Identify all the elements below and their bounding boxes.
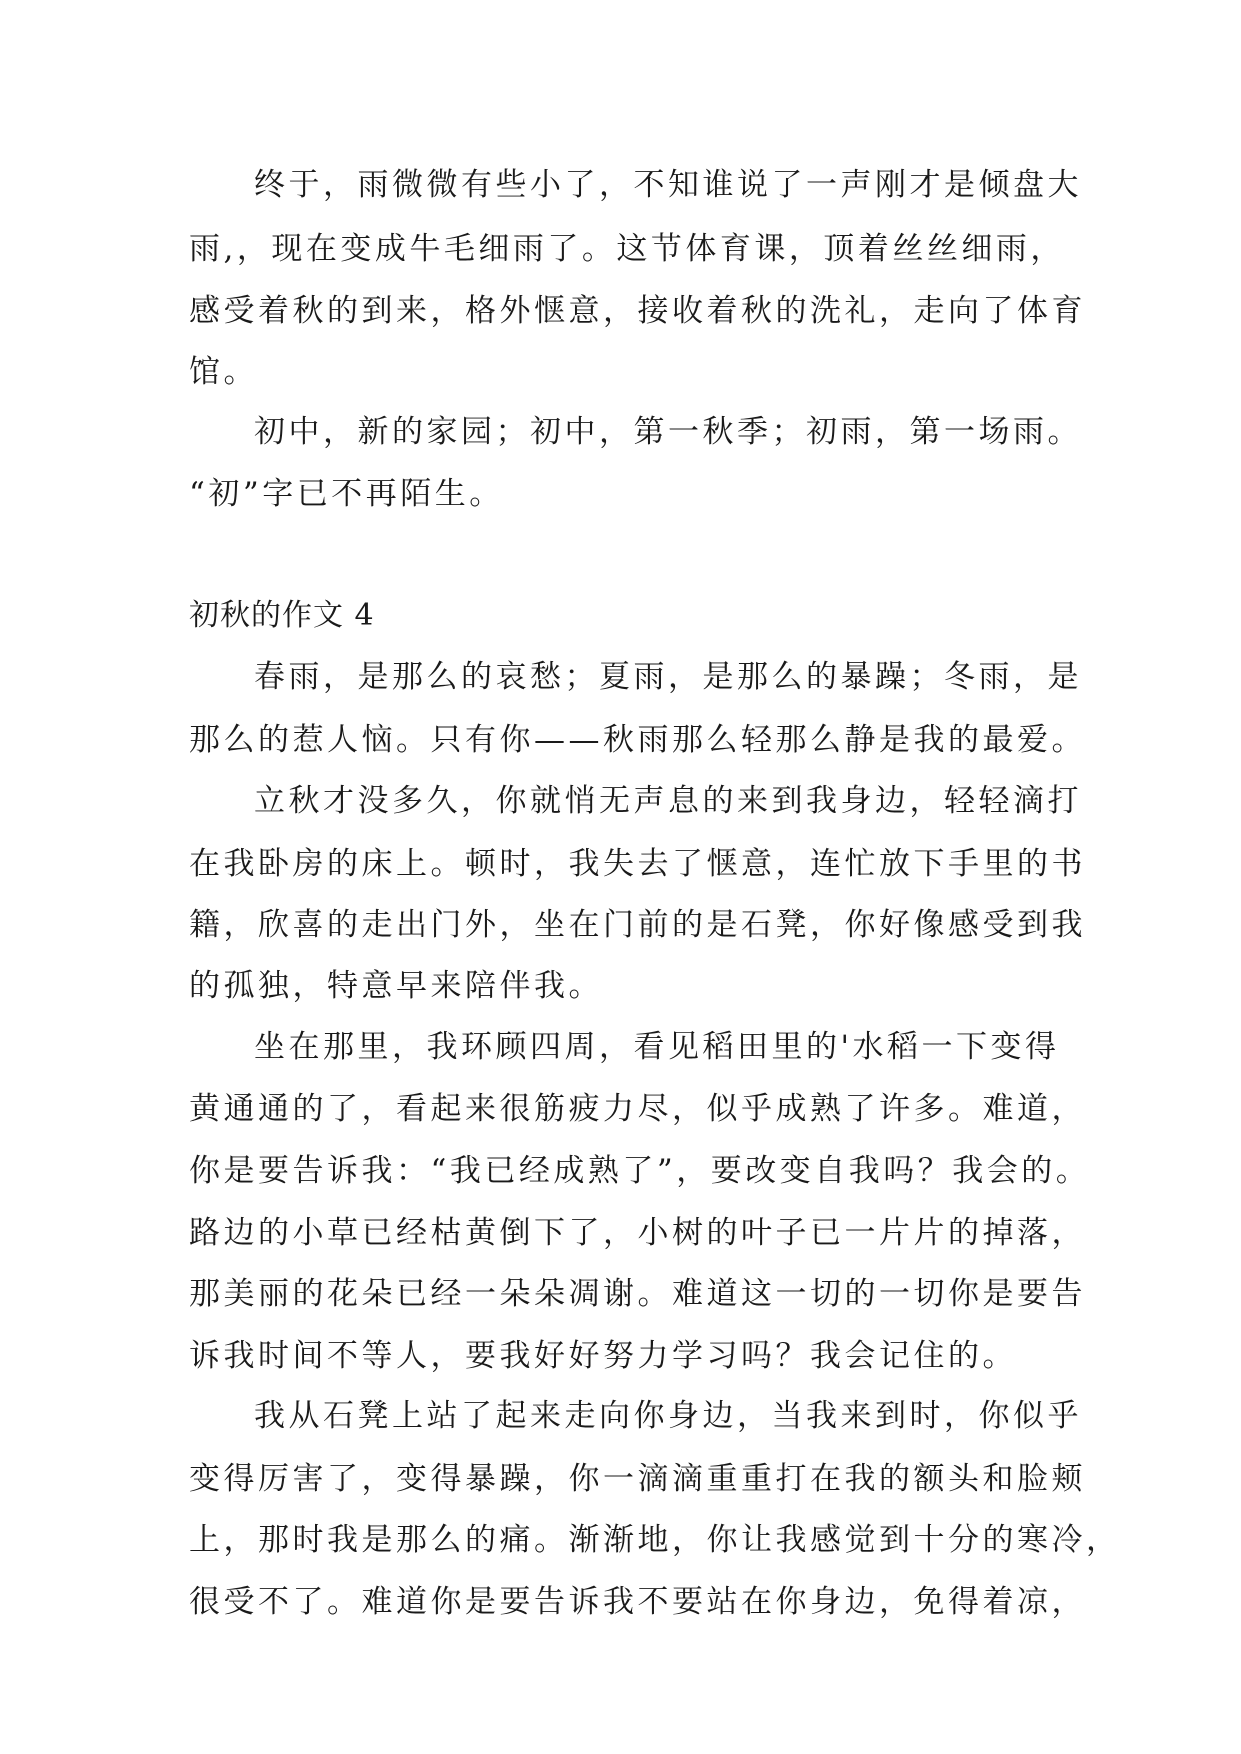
text-line: 上，那时我是那么的痛。渐渐地，你让我感觉到十分的寒冷，	[189, 1522, 1121, 1558]
text-line: 籍，欣喜的走出门外，坐在门前的是石凳，你好像感受到我	[189, 907, 1086, 943]
text-line: 很受不了。难道你是要告诉我不要站在你身边，免得着凉，	[189, 1584, 1086, 1620]
text-line: 的孤独，特意早来陪伴我。	[189, 968, 603, 1004]
text-line: 我从石凳上站了起来走向你身边，当我来到时，你似乎	[254, 1398, 1082, 1434]
text-line: 在我卧房的床上。顿时，我失去了惬意，连忙放下手里的书	[189, 846, 1086, 882]
text-line: 那么的惹人恼。只有你——秋雨那么轻那么静是我的最爱。	[189, 722, 1086, 758]
text-line: 那美丽的花朵已经一朵朵凋谢。难道这一切的一切你是要告	[189, 1276, 1086, 1312]
text-line: 终于，雨微微有些小了，不知谁说了一声刚才是倾盘大	[254, 167, 1082, 203]
text-line: 路边的小草已经枯黄倒下了，小树的叶子已一片片的掉落，	[189, 1215, 1086, 1251]
text-line: 你是要告诉我：“我已经成熟了”，要改变自我吗？我会的。	[189, 1153, 1091, 1189]
text-line: 春雨，是那么的哀愁；夏雨，是那么的暴躁；冬雨，是	[254, 659, 1082, 695]
text-line: “初”字已不再陌生。	[189, 476, 504, 512]
text-line: 变得厉害了，变得暴躁，你一滴滴重重打在我的额头和脸颊	[189, 1461, 1086, 1497]
text-line: 诉我时间不等人，要我好好努力学习吗？我会记住的。	[189, 1338, 1017, 1374]
text-line: 初中，新的家园；初中，第一秋季；初雨，第一场雨。	[254, 414, 1082, 450]
text-line: 馆。	[189, 354, 258, 390]
text-line: 黄通通的了，看起来很筋疲力尽，似乎成熟了许多。难道，	[189, 1091, 1086, 1127]
article-heading: 初秋的作文 4	[189, 598, 375, 633]
text-line: 雨,，现在变成牛毛细雨了。这节体育课，顶着丝丝细雨，	[189, 231, 1065, 267]
text-line: 立秋才没多久，你就悄无声息的来到我身边，轻轻滴打	[254, 783, 1082, 819]
text-line: 坐在那里，我环顾四周，看见稻田里的'水稻一下变得	[254, 1029, 1060, 1065]
text-line: 感受着秋的到来，格外惬意，接收着秋的洗礼，走向了体育	[189, 293, 1086, 329]
